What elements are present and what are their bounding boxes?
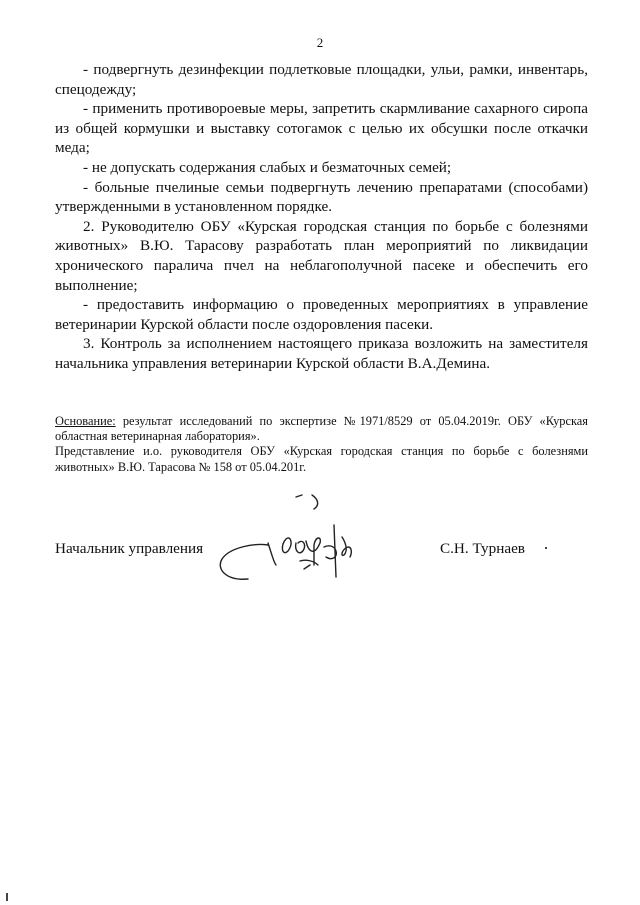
handwritten-signature	[210, 485, 370, 595]
paragraph-item-3: 3. Контроль за исполнением настоящего приказа возложить на заместителя начальника управления ветеринарии Курской области В.А.Демина.	[55, 335, 588, 372]
paragraph-anti-swarming: - применить противороевые меры, запретить скармливание сахарного сиропа из общей кормушки и выставку сотогамок с целью их обсушки после откачки меда;	[55, 100, 588, 157]
paragraph-disinfection: - подвергнуть дезинфекции подлетковые площадки, ульи, рамки, инвентарь, спецодежду;	[55, 61, 588, 98]
signatory-name: С.Н. Турнаев	[440, 540, 525, 557]
submission-line: Представление и.о. руководителя ОБУ «Курская городская станция по борьбе с болезнями животных» В.Ю. Тарасова № 158 от 05.04.201г.	[55, 444, 588, 474]
paragraph-weak-colonies: - не допускать содержания слабых и безматочных семей;	[83, 158, 452, 176]
paragraph-report: - предоставить информацию о проведенных мероприятиях в управление ветеринарии Курской области после оздоровления пасеки.	[55, 296, 588, 333]
scan-dot	[545, 547, 547, 549]
signatory-position: Начальник управления	[55, 540, 204, 557]
basis-label: Основание:	[55, 414, 116, 428]
paragraph-treatment: - больные пчелиные семьи подвергнуть лечению препаратами (способами) утвержденными в установленном порядке.	[55, 178, 588, 216]
page-number: 2	[316, 35, 324, 50]
order-body	[55, 60, 588, 374]
basis-section	[55, 414, 588, 475]
scan-edge-mark	[6, 893, 8, 901]
paragraph-item-2: 2. Руководителю ОБУ «Курская городская станция по борьбе с болезнями животных» В.Ю. Тарасову разработать план мероприятий по ликвидации хронического паралича пчел на неблагополучной пасеке и обеспечить его выполнение;	[55, 217, 588, 294]
basis-line	[55, 414, 588, 444]
basis-text: результат исследований по экспертизе №1971/8529 от 05.04.2019г. ОБУ «Курская областная ветеринарная лаборатория».	[55, 414, 588, 444]
